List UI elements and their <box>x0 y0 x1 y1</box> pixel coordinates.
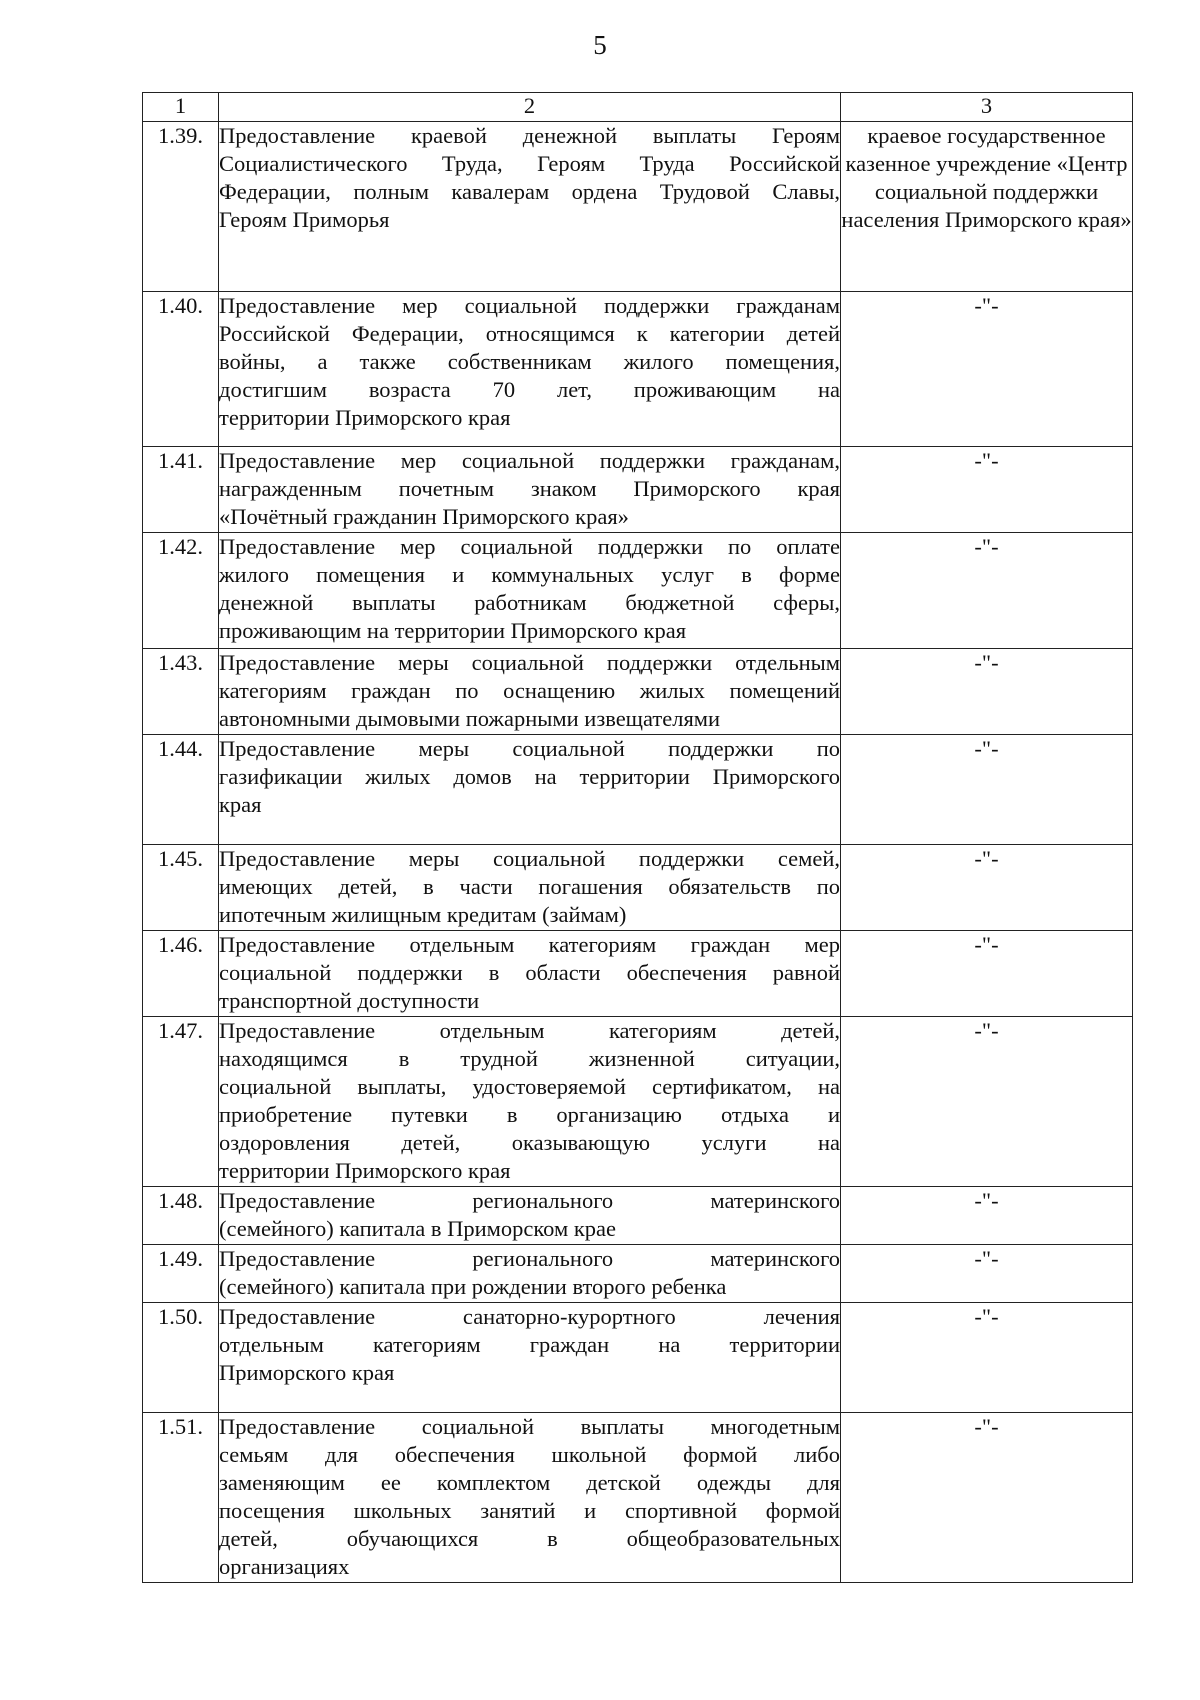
table-row <box>143 1017 1133 1187</box>
responsible-organization: -"- <box>841 533 1133 649</box>
description-line: находящимся в трудной жизненной ситуации, <box>219 1046 840 1071</box>
description-line: Предоставление социальной выплаты многодетным <box>219 1414 840 1439</box>
service-description <box>219 533 841 649</box>
table-body <box>143 93 1133 1583</box>
table-row <box>143 649 1133 735</box>
responsible-organization: -"- <box>841 649 1133 735</box>
description-line: транспортной доступности <box>219 988 480 1013</box>
description-line: награжденным почетным знаком Приморского края <box>219 476 840 501</box>
row-number: 1.43. <box>143 649 219 735</box>
header-col-3: 3 <box>841 93 1133 122</box>
description-line: Предоставление меры социальной поддержки по <box>219 736 840 761</box>
description-line: Предоставление регионального материнского <box>219 1188 840 1213</box>
description-line: категориям граждан по оснащению жилых помещений <box>219 678 840 703</box>
page-number: 5 <box>593 30 607 60</box>
service-description <box>219 1245 841 1303</box>
description-line: (семейного) капитала при рождении второго ребенка <box>219 1274 727 1299</box>
description-line: денежной выплаты работникам бюджетной сферы, <box>219 590 840 615</box>
description-line: Предоставление санаторно-курортного лечения <box>219 1304 840 1329</box>
header-col-2: 2 <box>219 93 841 122</box>
description-line: Российской Федерации, относящимся к категории детей <box>219 321 840 346</box>
table-row <box>143 533 1133 649</box>
row-number: 1.44. <box>143 735 219 845</box>
description-line: жилого помещения и коммунальных услуг в форме <box>219 562 840 587</box>
description-line: оздоровления детей, оказывающую услуги на <box>219 1130 840 1155</box>
description-line: края <box>219 792 262 817</box>
responsible-organization: краевое государственное казенное учреждение «Центр социальной поддержки населения Приморского края» <box>841 122 1133 292</box>
table-row <box>143 292 1133 447</box>
table-row <box>143 931 1133 1017</box>
row-number: 1.40. <box>143 292 219 447</box>
service-description <box>219 447 841 533</box>
service-description <box>219 931 841 1017</box>
row-number: 1.51. <box>143 1413 219 1583</box>
description-line: газификации жилых домов на территории Приморского <box>219 764 840 789</box>
description-line: социальной выплаты, удостоверяемой сертификатом, на <box>219 1074 840 1099</box>
row-number: 1.49. <box>143 1245 219 1303</box>
responsible-organization: -"- <box>841 845 1133 931</box>
description-line: Предоставление краевой денежной выплаты Героям <box>219 123 840 148</box>
description-line: (семейного) капитала в Приморском крае <box>219 1216 616 1241</box>
description-line: автономными дымовыми пожарными извещателями <box>219 706 721 731</box>
description-line: войны, а также собственникам жилого помещения, <box>219 349 840 374</box>
responsible-organization: -"- <box>841 447 1133 533</box>
service-description <box>219 1187 841 1245</box>
service-description <box>219 845 841 931</box>
description-line: Предоставление отдельным категориям детей, <box>219 1018 840 1043</box>
row-number: 1.48. <box>143 1187 219 1245</box>
service-description <box>219 1303 841 1413</box>
header-col-1: 1 <box>143 93 219 122</box>
description-line: Предоставление мер социальной поддержки гражданам <box>219 293 840 318</box>
responsible-organization: -"- <box>841 1187 1133 1245</box>
description-line: отдельным категориям граждан на территории <box>219 1332 840 1357</box>
description-line: территории Приморского края <box>219 1158 511 1183</box>
responsible-organization: -"- <box>841 1017 1133 1187</box>
table-row <box>143 735 1133 845</box>
row-number: 1.50. <box>143 1303 219 1413</box>
service-description <box>219 649 841 735</box>
responsible-organization: -"- <box>841 292 1133 447</box>
description-line: Приморского края <box>219 1360 395 1385</box>
responsible-organization: -"- <box>841 1245 1133 1303</box>
row-number: 1.41. <box>143 447 219 533</box>
description-line: Предоставление регионального материнского <box>219 1246 840 1271</box>
table-row <box>143 845 1133 931</box>
description-line: Предоставление мер социальной поддержки гражданам, <box>219 448 840 473</box>
description-line: Социалистического Труда, Героям Труда Российской <box>219 151 840 176</box>
row-number: 1.39. <box>143 122 219 292</box>
table-row <box>143 122 1133 292</box>
description-line: территории Приморского края <box>219 405 511 430</box>
table-row <box>143 1187 1133 1245</box>
description-line: социальной поддержки в области обеспечения равной <box>219 960 840 985</box>
description-line: достигшим возраста 70 лет, проживающим на <box>219 377 840 402</box>
description-line: Федерации, полным кавалерам ордена Трудовой Славы, <box>219 179 840 204</box>
description-line: приобретение путевки в организацию отдыха и <box>219 1102 840 1127</box>
description-line: заменяющим ее комплектом детской одежды для <box>219 1470 840 1495</box>
service-description <box>219 122 841 292</box>
responsible-organization: -"- <box>841 735 1133 845</box>
description-line: Предоставление отдельным категориям граждан мер <box>219 932 840 957</box>
responsible-organization: -"- <box>841 1413 1133 1583</box>
table-row <box>143 447 1133 533</box>
services-table <box>142 92 1133 1583</box>
row-number: 1.42. <box>143 533 219 649</box>
description-line: Предоставление мер социальной поддержки по оплате <box>219 534 840 559</box>
description-line: имеющих детей, в части погашения обязательств по <box>219 874 840 899</box>
responsible-organization: -"- <box>841 931 1133 1017</box>
description-line: посещения школьных занятий и спортивной формой <box>219 1498 840 1523</box>
description-line: детей, обучающихся в общеобразовательных <box>219 1526 840 1551</box>
service-description <box>219 735 841 845</box>
description-line: «Почётный гражданин Приморского края» <box>219 504 629 529</box>
row-number: 1.47. <box>143 1017 219 1187</box>
table-header-row <box>143 93 1133 122</box>
description-line: проживающим на территории Приморского края <box>219 618 687 643</box>
row-number: 1.45. <box>143 845 219 931</box>
service-description <box>219 292 841 447</box>
description-line: Предоставление меры социальной поддержки отдельным <box>219 650 840 675</box>
description-line: организациях <box>219 1554 350 1579</box>
row-number: 1.46. <box>143 931 219 1017</box>
service-description <box>219 1413 841 1583</box>
service-description <box>219 1017 841 1187</box>
table-row <box>143 1413 1133 1583</box>
responsible-organization: -"- <box>841 1303 1133 1413</box>
table-row <box>143 1245 1133 1303</box>
table-row <box>143 1303 1133 1413</box>
description-line: Героям Приморья <box>219 207 390 232</box>
description-line: Предоставление меры социальной поддержки семей, <box>219 846 840 871</box>
description-line: ипотечным жилищным кредитам (займам) <box>219 902 627 927</box>
description-line: семьям для обеспечения школьной формой либо <box>219 1442 840 1467</box>
